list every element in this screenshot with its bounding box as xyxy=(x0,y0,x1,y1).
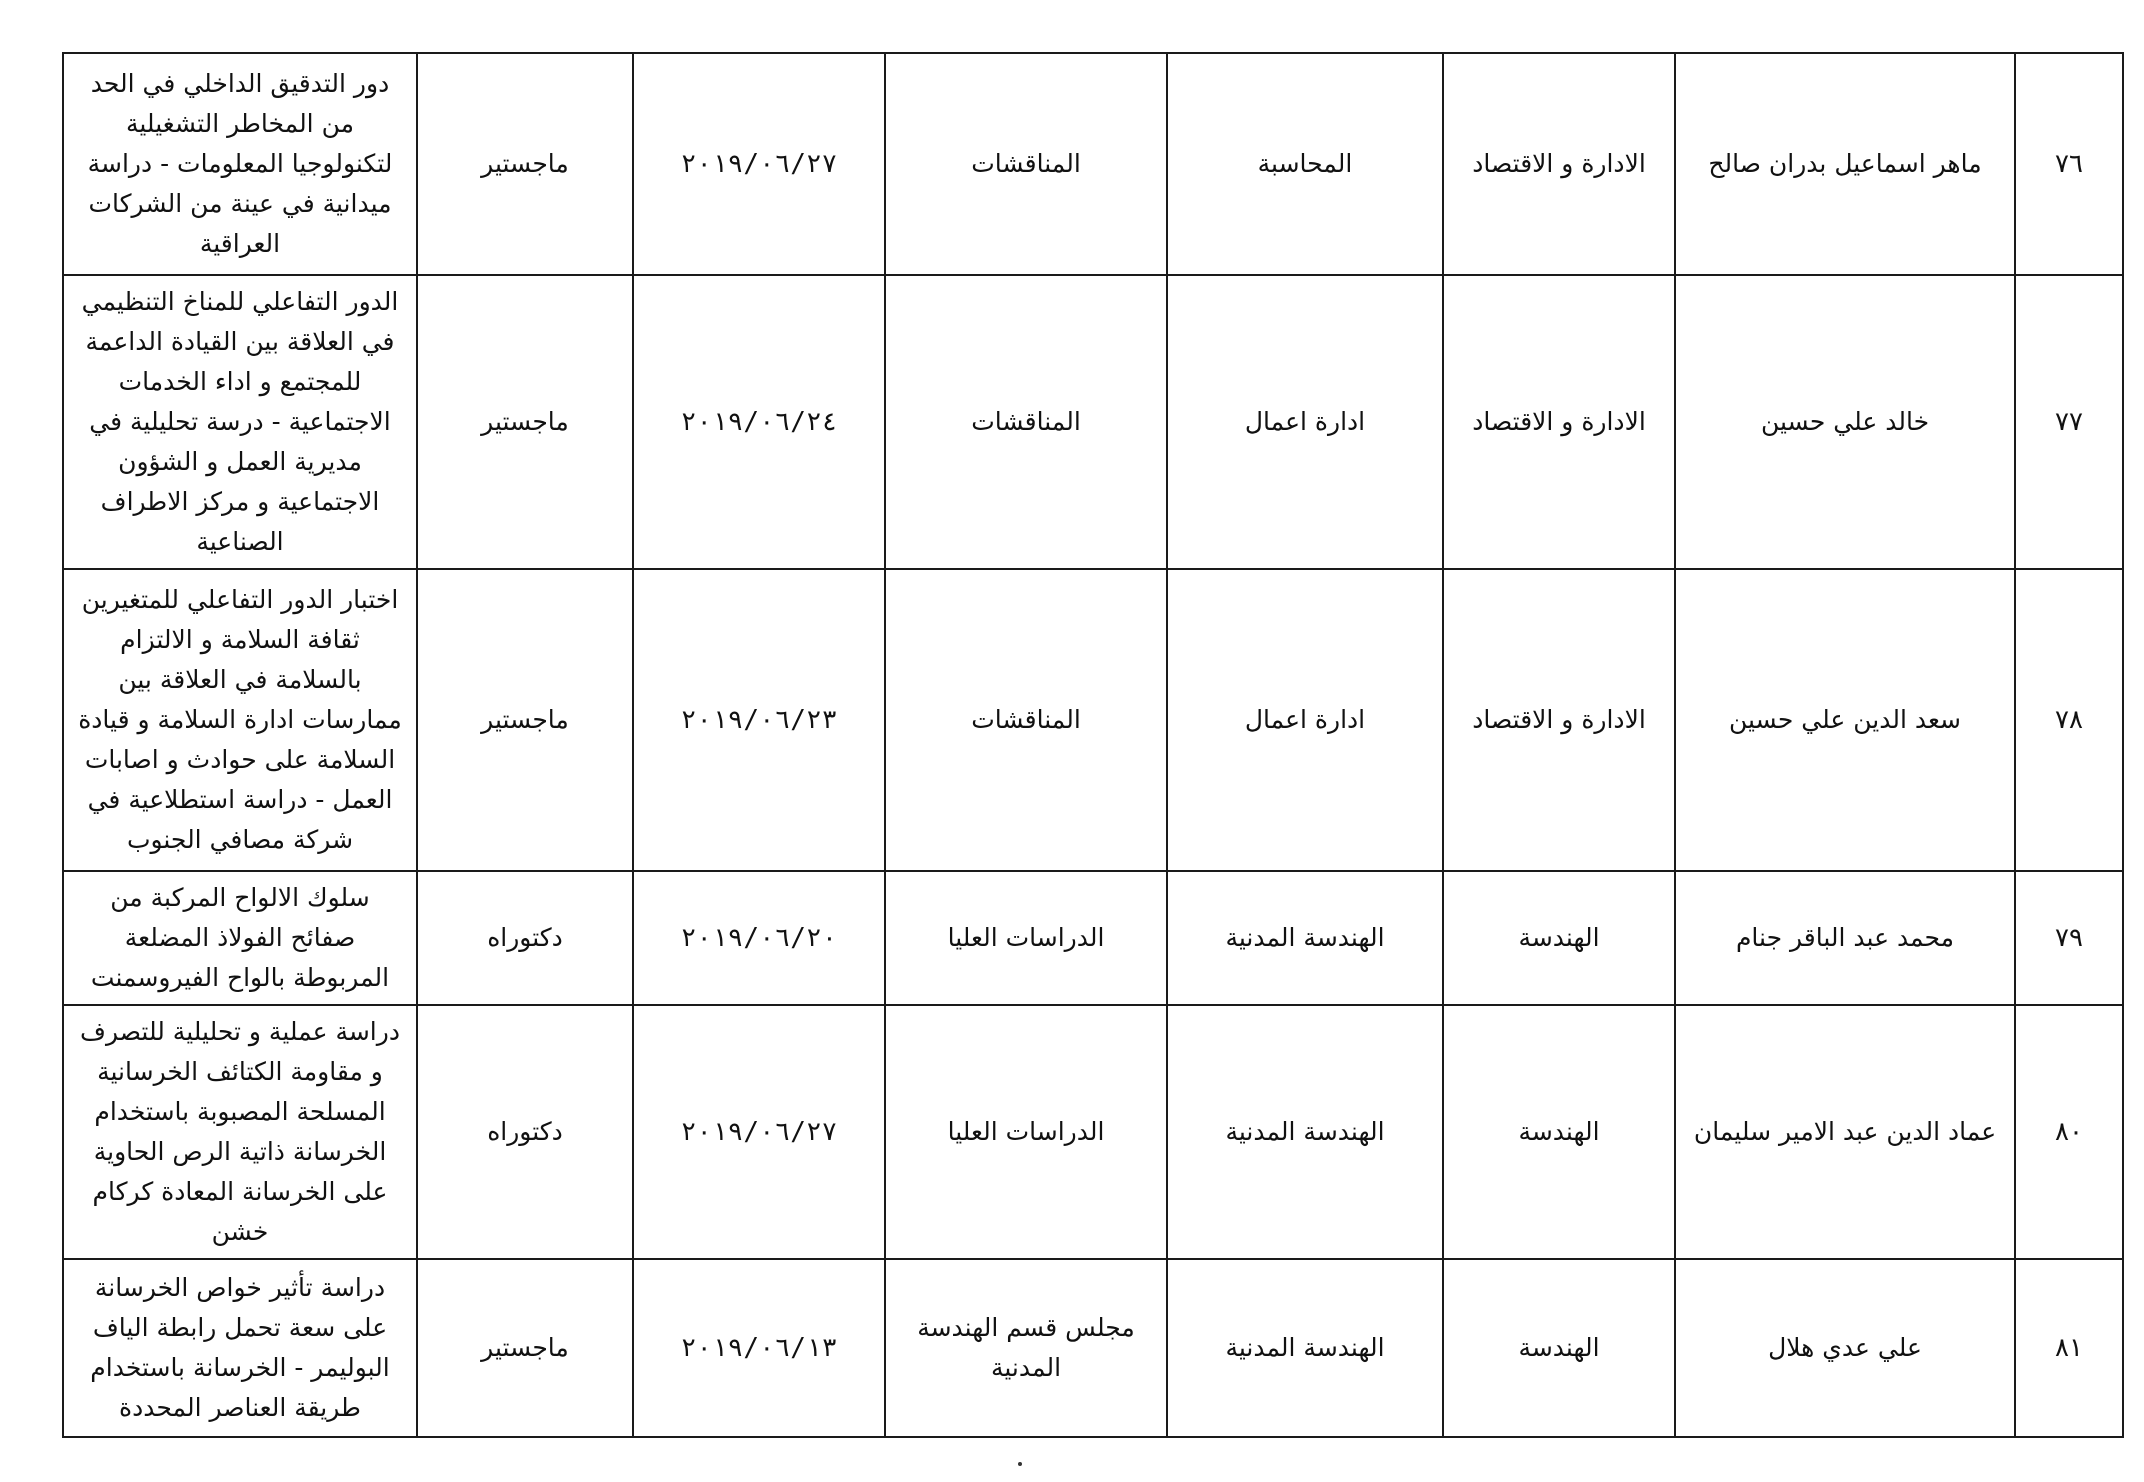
defense-date: ٢٠١٩/٠٦/٢٤ xyxy=(633,275,885,569)
researcher-name: سعد الدين علي حسين xyxy=(1675,569,2015,871)
thesis-title: سلوك الالواح المركبة من صفائح الفولاذ المضلعة المربوطة بالواح الفيروسمنت xyxy=(63,871,417,1005)
committee: الدراسات العليا xyxy=(885,1005,1167,1259)
defense-date: ٢٠١٩/٠٦/١٣ xyxy=(633,1259,885,1437)
committee: المناقشات xyxy=(885,275,1167,569)
defense-date: ٢٠١٩/٠٦/٢٧ xyxy=(633,53,885,275)
degree: ماجستير xyxy=(417,275,633,569)
row-number: ٨٠ xyxy=(2015,1005,2123,1259)
researcher-name: خالد علي حسين xyxy=(1675,275,2015,569)
thesis-title: اختبار الدور التفاعلي للمتغيرين ثقافة السلامة و الالتزام بالسلامة في العلاقة بين ممارسات ادارة السلامة و قيادة السلامة على حوادث و اصابات العمل - دراسة استطلاعية في شركة مصافي الجنوب xyxy=(63,569,417,871)
college: الهندسة xyxy=(1443,1259,1675,1437)
degree: ماجستير xyxy=(417,1259,633,1437)
table-row xyxy=(63,569,2123,871)
row-number: ٧٩ xyxy=(2015,871,2123,1005)
table-row xyxy=(63,1259,2123,1437)
thesis-title: دور التدقيق الداخلي في الحد من المخاطر التشغيلية لتكنولوجيا المعلومات - دراسة ميدانية في عينة من الشركات العراقية xyxy=(63,53,417,275)
defense-date: ٢٠١٩/٠٦/٢٣ xyxy=(633,569,885,871)
thesis-title: دراسة عملية و تحليلية للتصرف و مقاومة الكتائف الخرسانية المسلحة المصبوبة باستخدام الخرسانة ذاتية الرص الحاوية على الخرسانة المعادة كركام خشن xyxy=(63,1005,417,1259)
committee: الدراسات العليا xyxy=(885,871,1167,1005)
table-row xyxy=(63,275,2123,569)
degree: دكتوراه xyxy=(417,871,633,1005)
row-number: ٧٦ xyxy=(2015,53,2123,275)
department: الهندسة المدنية xyxy=(1167,1005,1443,1259)
department: الهندسة المدنية xyxy=(1167,871,1443,1005)
degree: ماجستير xyxy=(417,569,633,871)
college: الهندسة xyxy=(1443,1005,1675,1259)
thesis-title: دراسة تأثير خواص الخرسانة على سعة تحمل رابطة الياف البوليمر - الخرسانة باستخدام طريقة العناصر المحددة xyxy=(63,1259,417,1437)
college: الادارة و الاقتصاد xyxy=(1443,53,1675,275)
scan-speck xyxy=(1018,1462,1022,1466)
researcher-name: محمد عبد الباقر جنام xyxy=(1675,871,2015,1005)
committee: المناقشات xyxy=(885,53,1167,275)
thesis-title: الدور التفاعلي للمناخ التنظيمي في العلاقة بين القيادة الداعمة للمجتمع و اداء الخدمات الاجتماعية - درسة تحليلية في مديرية العمل و الشؤون الاجتماعية و مركز الاطراف الصناعية xyxy=(63,275,417,569)
department: المحاسبة xyxy=(1167,53,1443,275)
committee: المناقشات xyxy=(885,569,1167,871)
defense-date: ٢٠١٩/٠٦/٢٧ xyxy=(633,1005,885,1259)
department: ادارة اعمال xyxy=(1167,569,1443,871)
defense-date: ٢٠١٩/٠٦/٢٠ xyxy=(633,871,885,1005)
degree: ماجستير xyxy=(417,53,633,275)
college: الادارة و الاقتصاد xyxy=(1443,275,1675,569)
row-number: ٧٧ xyxy=(2015,275,2123,569)
row-number: ٨١ xyxy=(2015,1259,2123,1437)
college: الهندسة xyxy=(1443,871,1675,1005)
researcher-name: عماد الدين عبد الامير سليمان xyxy=(1675,1005,2015,1259)
researcher-name: علي عدي هلال xyxy=(1675,1259,2015,1437)
college: الادارة و الاقتصاد xyxy=(1443,569,1675,871)
department: ادارة اعمال xyxy=(1167,275,1443,569)
table-row xyxy=(63,1005,2123,1259)
committee: مجلس قسم الهندسة المدنية xyxy=(885,1259,1167,1437)
row-number: ٧٨ xyxy=(2015,569,2123,871)
table-row xyxy=(63,53,2123,275)
department: الهندسة المدنية xyxy=(1167,1259,1443,1437)
degree: دكتوراه xyxy=(417,1005,633,1259)
researcher-name: ماهر اسماعيل بدران صالح xyxy=(1675,53,2015,275)
records-table xyxy=(62,52,2124,1438)
table-row xyxy=(63,871,2123,1005)
